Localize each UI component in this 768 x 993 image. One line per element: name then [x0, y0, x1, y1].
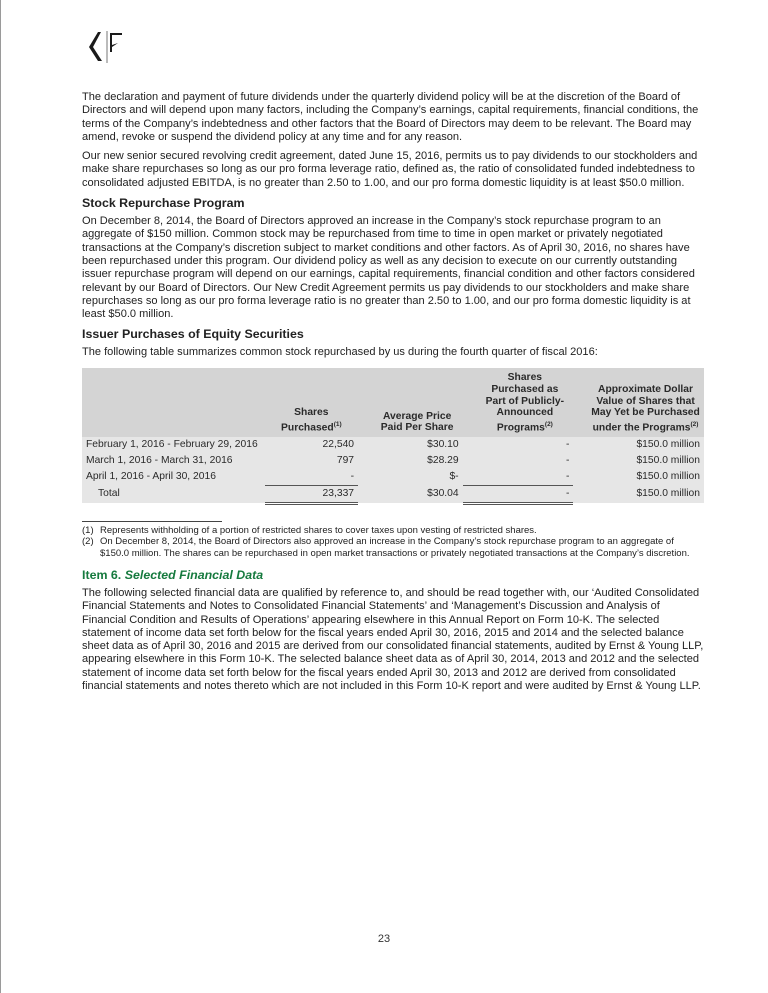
issuer-purchases-intro: The following table summarizes common stock repurchased by us during the fourth quarter of fiscal 2016:	[82, 346, 598, 359]
price-cell: $28.29	[427, 454, 459, 466]
avg-price-header: Average Price Paid Per Share	[380, 410, 454, 434]
value-cell: $150.0 million	[636, 471, 700, 482]
stock-repurchase-heading: Stock Repurchase Program	[82, 196, 245, 211]
company-logo-icon	[88, 30, 128, 64]
footnote-divider	[82, 521, 222, 522]
shares-purchased-header: Shares Purchased$^{(1)}$	[281, 407, 342, 434]
price-cell: $30.10	[427, 438, 459, 450]
public-programs-header: Shares Purchased as Part of Publicly-Announced Programs$^{(2)}$	[485, 372, 565, 434]
programs-cell: -	[566, 454, 570, 466]
total-shares-cell: 23,337	[265, 485, 358, 503]
page-number: 23	[377, 933, 391, 945]
shares-cell: 797	[336, 454, 355, 466]
issuer-purchases-heading: Issuer Purchases of Equity Securities	[82, 327, 304, 342]
total-label: Total	[98, 488, 120, 500]
page-edge	[0, 0, 1, 993]
total-programs-cell: -	[476, 485, 573, 503]
shares-cell: 22,540	[322, 438, 355, 450]
dividend-policy-paragraph: The declaration and payment of future dividends under the quarterly dividend policy will be at the discretion of the Board of Directors and will depend upon many factors, including the Company’s earnings, capital requirements, financial conditions, the terms of the Company’s indebtedness and other factors that the Board of Directors may deem to be relevant. The Board may amend, revoke or suspend the dividend policy at any time and for any reason.	[82, 91, 699, 143]
period-cell: February 1, 2016 - February 29, 2016	[86, 438, 258, 450]
period-cell: March 1, 2016 - March 31, 2016	[86, 454, 233, 466]
repurchase-table	[82, 368, 704, 505]
item6-heading: Item 6. Selected Financial Data	[82, 567, 264, 582]
stock-repurchase-paragraph: On December 8, 2014, the Board of Directors approved an increase in the Company’s stock repurchase program to an aggregate of $150 million. Common stock may be repurchased from time to time in open market or privately negotiated transactions at the Company’s discretion subject to market conditions and other factors. As of April 30, 2016, no shares have been repurchased under this program. Our dividend policy as well as any decision to execute on our currently outstanding issuer repurchase program will depend on our earnings, capital requirements, financial condition and other factors considered relevant by our Board of Directors. Our New Credit Agreement permits us pay dividends to our stockholders and make share repurchases so long as our pro forma leverage ratio is no greater than 2.50 to 1.00, and our pro forma domestic liquidity is at least $50.0 million.	[82, 215, 695, 321]
footnote-2: (2) On December 8, 2014, the Board of Directors also approved an increase in the Company’s stock repurchase program to an aggregate of $150.0 million. The shares can be repurchased in open market transactions or privately negotiated transactions at the Company’s discretion.	[82, 536, 690, 559]
period-header	[82, 368, 265, 437]
approx-value-header: Approximate Dollar Value of Shares that May Yet be Purchased under the Programs$^{(2)}$	[591, 383, 700, 434]
total-price-cell: $30.04	[427, 488, 459, 500]
table-row	[82, 453, 704, 469]
footnote-1: (1) Represents withholding of a portion of restricted shares to cover taxes upon vesting of restricted shares.	[82, 524, 537, 536]
item6-paragraph: The following selected financial data are qualified by reference to, and should be read together with, our ‘Audited Consolidated Financial Statements and Notes to Consolidated Financial Statements’ and ‘Management’s Discussion and Analysis of Financial Condition and Results of Operations’ appearing elsewhere in this Annual Report on Form 10-K. The selected statement of income data set forth below for the fiscal years ended April 30, 2016, 2015 and 2014 and the selected balance sheet data as of April 30, 2016 and 2015 are derived from our consolidated financial statements, audited by Ernst & Young LLP, appearing elsewhere in this Form 10-K. The selected balance sheet data as of April 30, 2014, 2013 and 2012 and the selected statement of income data set forth below for the fiscal years ended April 30, 2013 and 2012 are derived from consolidated financial statements and notes thereto which are not included in this Form 10-K report and were audited by Ernst & Young LLP.	[82, 586, 704, 693]
programs-cell: -	[476, 469, 573, 486]
period-cell: April 1, 2016 - April 30, 2016	[86, 471, 216, 482]
total-value-cell: $150.0 million	[636, 488, 700, 500]
document-body	[82, 91, 704, 699]
table-row	[82, 437, 704, 453]
table-header-row	[82, 368, 704, 437]
shares-cell: -	[265, 469, 358, 486]
value-cell: $150.0 million	[636, 454, 700, 466]
value-cell: $150.0 million	[636, 438, 700, 450]
table-row	[82, 469, 704, 486]
programs-cell: -	[566, 438, 570, 450]
price-cell: $-	[449, 471, 459, 482]
credit-agreement-paragraph: Our new senior secured revolving credit agreement, dated June 15, 2016, permits us to pay dividends to our stockholders and make share repurchases so long as our pro forma leverage ratio, defined as, the ratio of consolidated funded indebtedness to consolidated adjusted EBITDA, is no greater than 2.50 to 1.00, and our pro forma domestic liquidity is at least $50.0 million.	[82, 150, 698, 189]
table-total-row	[82, 485, 704, 503]
